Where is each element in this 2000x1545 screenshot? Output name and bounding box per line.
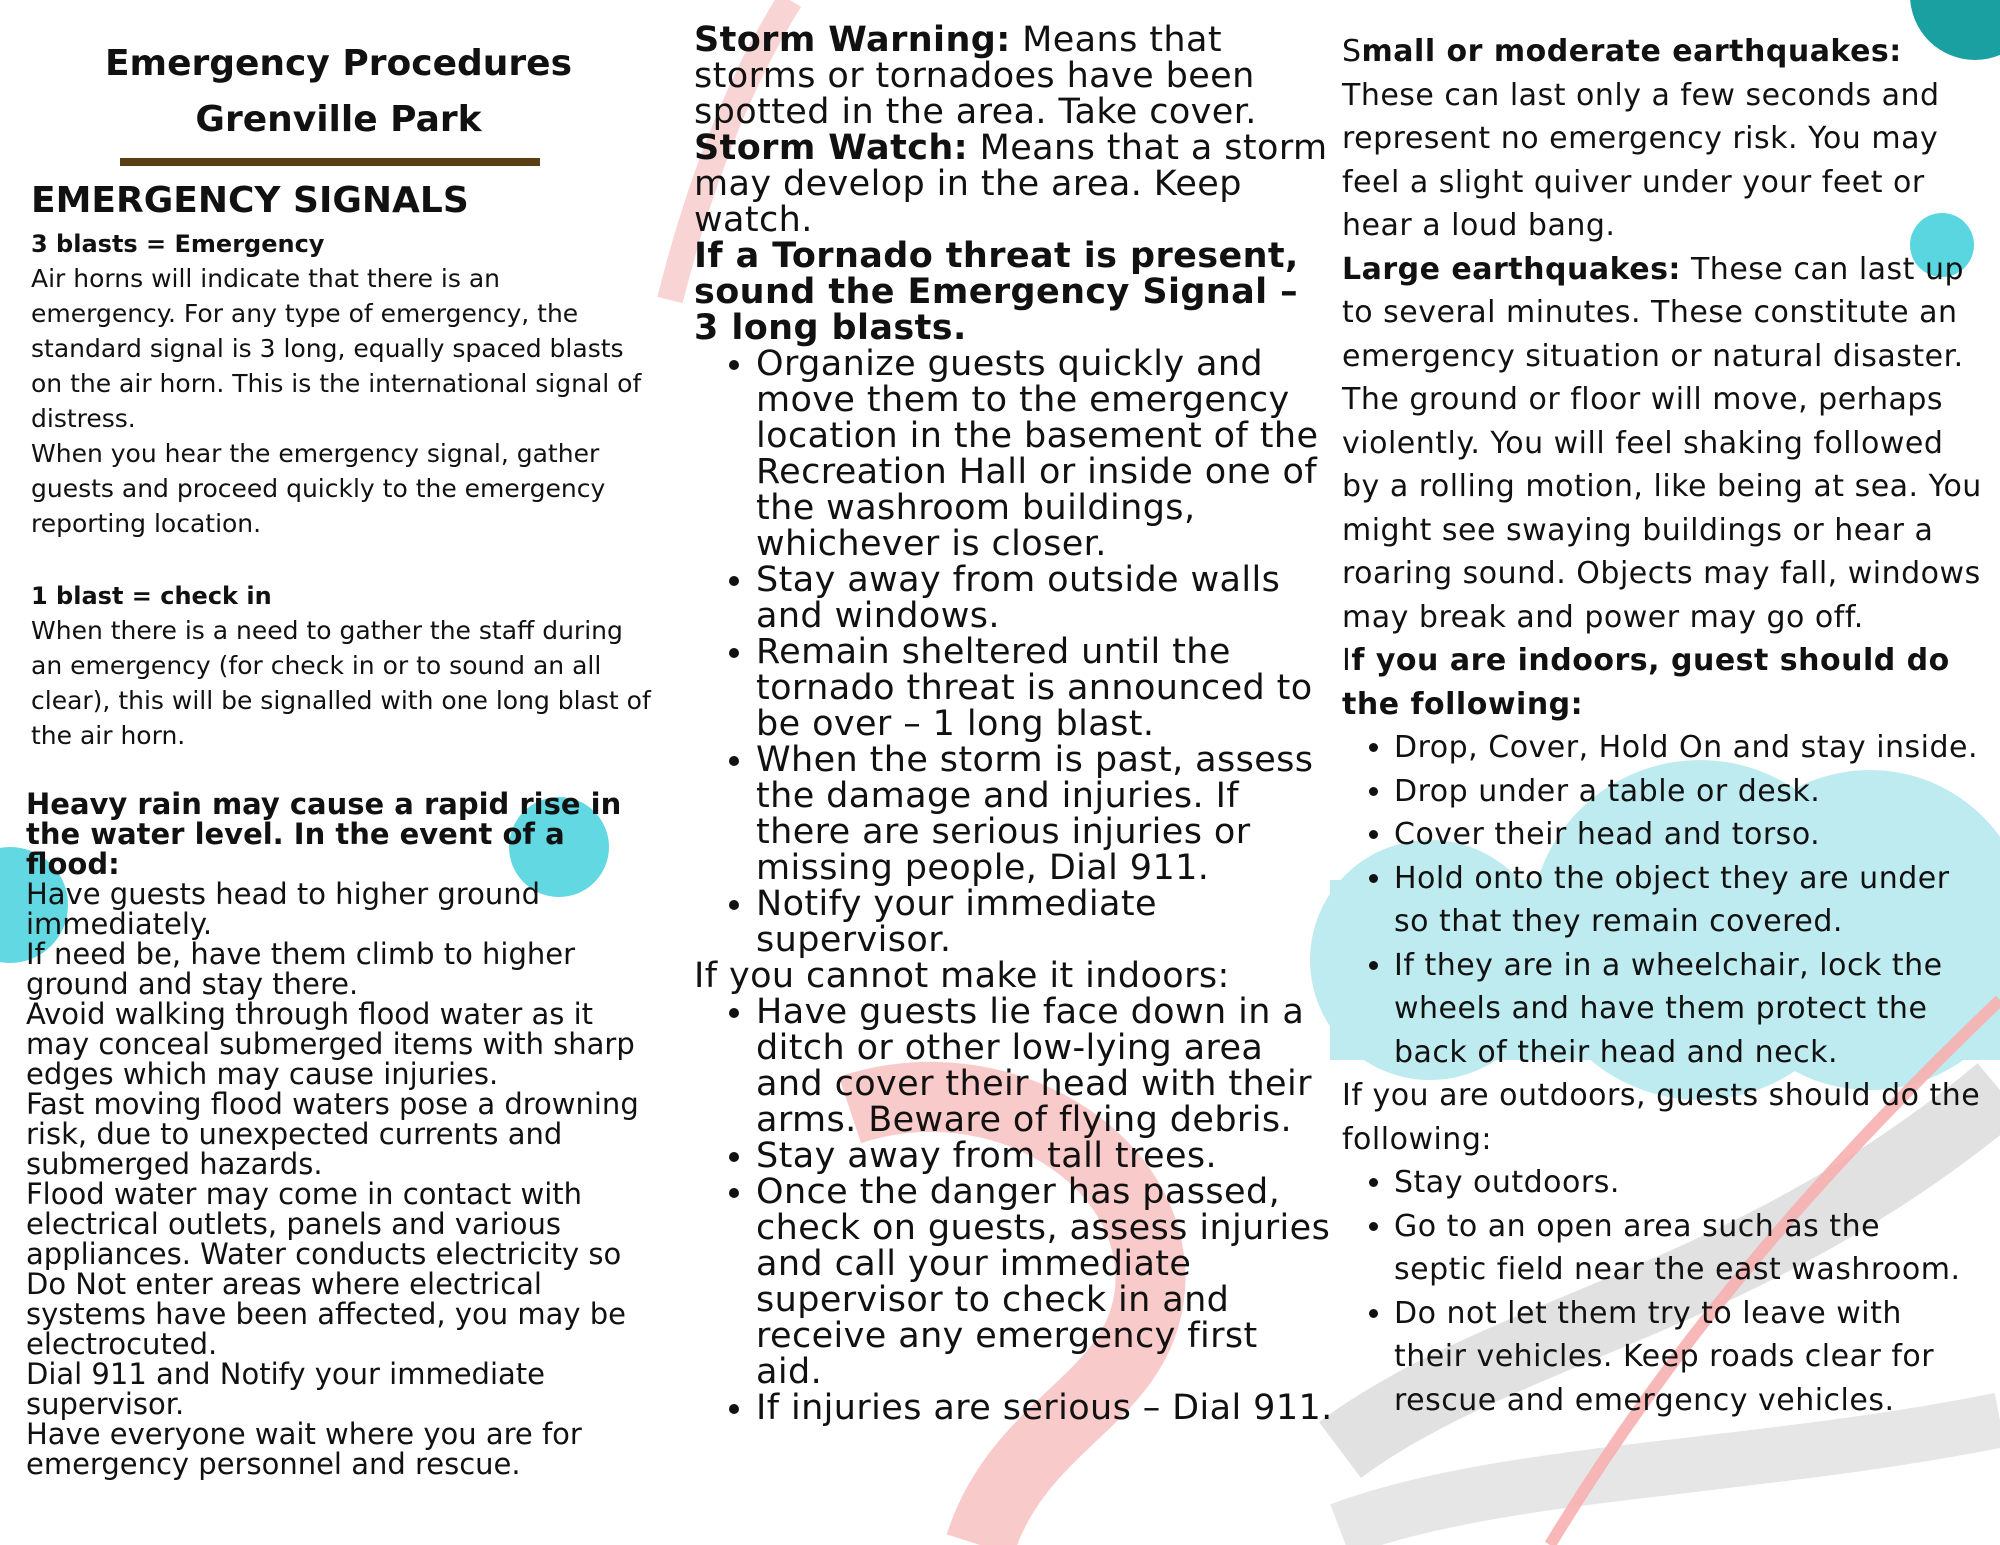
- large-label: Large earthquakes:: [1342, 251, 1681, 287]
- list-item: • Do not let them try to leave with their vehicles. Keep roads clear for rescue and emergency vehicles.: [1394, 1292, 1982, 1423]
- column-signals: [26, 0, 651, 1479]
- flood-line: Avoid walking through flood water as it may conceal submerged items with sharp edges which may cause injuries.: [26, 997, 635, 1091]
- three-blasts-text-1: Air horns will indicate that there is an emergency. For any type of emergency, the standard signal is 3 long, equally spaced blasts on the air horn. This is the international signal of distress.: [31, 264, 642, 433]
- flood-line: Have everyone wait where you are for emergency personnel and rescue.: [26, 1417, 582, 1481]
- tornado-heading: [694, 238, 1334, 346]
- list-item: • Go to an open area such as the septic field near the east washroom.: [1394, 1205, 1982, 1292]
- flood-line: Fast moving flood waters pose a drowning risk, due to unexpected currents and submerged hazards.: [26, 1087, 639, 1181]
- tornado-heading-text: If a Tornado threat is present, sound the Emergency Signal – 3 long blasts.: [694, 236, 1299, 348]
- column-earthquakes: [1342, 30, 1982, 1422]
- page-title: [26, 36, 651, 148]
- storm-warning-label: Storm Warning:: [694, 20, 1011, 60]
- storm-watch-text: Means that a storm may develop in the area. Keep watch.: [694, 128, 1328, 240]
- small-earthquakes: [1342, 30, 1982, 248]
- list-item: • If they are in a wheelchair, lock the wheels and have them protect the back of their head and neck.: [1394, 944, 1982, 1075]
- storm-warning-text: Means that storms or tornadoes have been spotted in the area. Take cover.: [694, 20, 1257, 132]
- list-item: • Have guests lie face down in a ditch or other low-lying area and cover their head with their arms. Beware of flying debris.: [756, 994, 1334, 1138]
- title-line-2: Grenville Park: [195, 99, 482, 140]
- indoors-heading-initial: I: [1342, 643, 1352, 678]
- column-storms: [694, 22, 1334, 1426]
- list-item: • When the storm is past, assess the damage and injuries. If there are serious injuries or missing people, Dial 911.: [756, 742, 1334, 886]
- large-text: These can last up to several minutes. These constitute an emergency situation or natural disaster. The ground or floor will move, perhaps violently. You will feel shaking followed by a rolling motion, like being at sea. You might see swaying buildings or hear a roaring sound. Objects may fall, windows may break and power may go off.: [1342, 251, 1982, 635]
- one-blast-text: When there is a need to gather the staff during an emergency (for check in or to sound an all clear), this will be signalled with one long blast of the air horn.: [31, 616, 651, 750]
- list-item: • Cover their head and torso.: [1394, 813, 1982, 857]
- list-item: • If injuries are serious – Dial 911.: [756, 1390, 1334, 1426]
- outdoors-storm-heading: If you cannot make it indoors:: [694, 956, 1230, 996]
- list-item: • Stay outdoors.: [1394, 1161, 1982, 1205]
- small-label: mall or moderate earthquakes:: [1361, 34, 1902, 69]
- title-underline: [120, 158, 540, 166]
- list-item: • Once the danger has passed, check on guests, assess injuries and call your immediate supervisor to check in and receive any emergency first aid.: [756, 1174, 1334, 1390]
- flood-line: Flood water may come in contact with electrical outlets, panels and various appliances. Water conducts electricity so Do Not enter areas where electrical systems have been affected, you may be electrocuted.: [26, 1177, 626, 1361]
- signals-heading: EMERGENCY SIGNALS: [31, 180, 469, 221]
- title-line-1: Emergency Procedures: [104, 43, 573, 84]
- flood-line: Have guests head to higher ground immediately.: [26, 877, 540, 941]
- list-item: • Organize guests quickly and move them to the emergency location in the basement of the Recreation Hall or inside one of the washroom buildings, whichever is closer.: [756, 346, 1334, 562]
- flood-line: If need be, have them climb to higher ground and stay there.: [26, 937, 576, 1001]
- gray-ribbon-2: [1340, 1420, 2000, 1530]
- flood-section: [26, 789, 651, 1479]
- list-item: • Drop, Cover, Hold On and stay inside.: [1394, 726, 1982, 770]
- small-label-initial: S: [1342, 34, 1362, 69]
- one-blast-label: 1 blast = check in: [31, 582, 272, 610]
- indoors-heading: [1342, 639, 1982, 726]
- list-item: • Remain sheltered until the tornado threat is announced to be over – 1 long blast.: [756, 634, 1334, 742]
- three-blasts-text-2: When you hear the emergency signal, gather guests and proceed quickly to the emergency reporting location.: [31, 439, 606, 538]
- indoors-list: [1342, 726, 1982, 1074]
- list-item: • Notify your immediate supervisor.: [756, 886, 1334, 958]
- three-blasts-label: 3 blasts = Emergency: [31, 230, 325, 258]
- list-item: • Stay away from tall trees.: [756, 1138, 1334, 1174]
- tornado-list: [694, 346, 1334, 958]
- list-item: • Hold onto the object they are under so that they remain covered.: [1394, 857, 1982, 944]
- flood-line: Dial 911 and Notify your immediate supervisor.: [26, 1357, 545, 1421]
- outdoors-storm-list: [694, 994, 1334, 1426]
- small-text: These can last only a few seconds and represent no emergency risk. You may feel a slight quiver under your feet or hear a loud bang.: [1342, 77, 1940, 243]
- storm-warning: [694, 22, 1334, 130]
- indoors-heading-text: f you are indoors, guest should do the following:: [1342, 643, 1950, 722]
- storm-watch-label: Storm Watch:: [694, 128, 969, 168]
- storm-watch: [694, 130, 1334, 238]
- list-item: • Stay away from outside walls and windows.: [756, 562, 1334, 634]
- flood-heading: Heavy rain may cause a rapid rise in the water level. In the event of a flood:: [26, 787, 622, 881]
- outdoors-heading: If you are outdoors, guests should do the following:: [1342, 1078, 1981, 1157]
- list-item: • Drop under a table or desk.: [1394, 770, 1982, 814]
- outdoors-list: [1342, 1161, 1982, 1422]
- large-earthquakes: [1342, 248, 1982, 640]
